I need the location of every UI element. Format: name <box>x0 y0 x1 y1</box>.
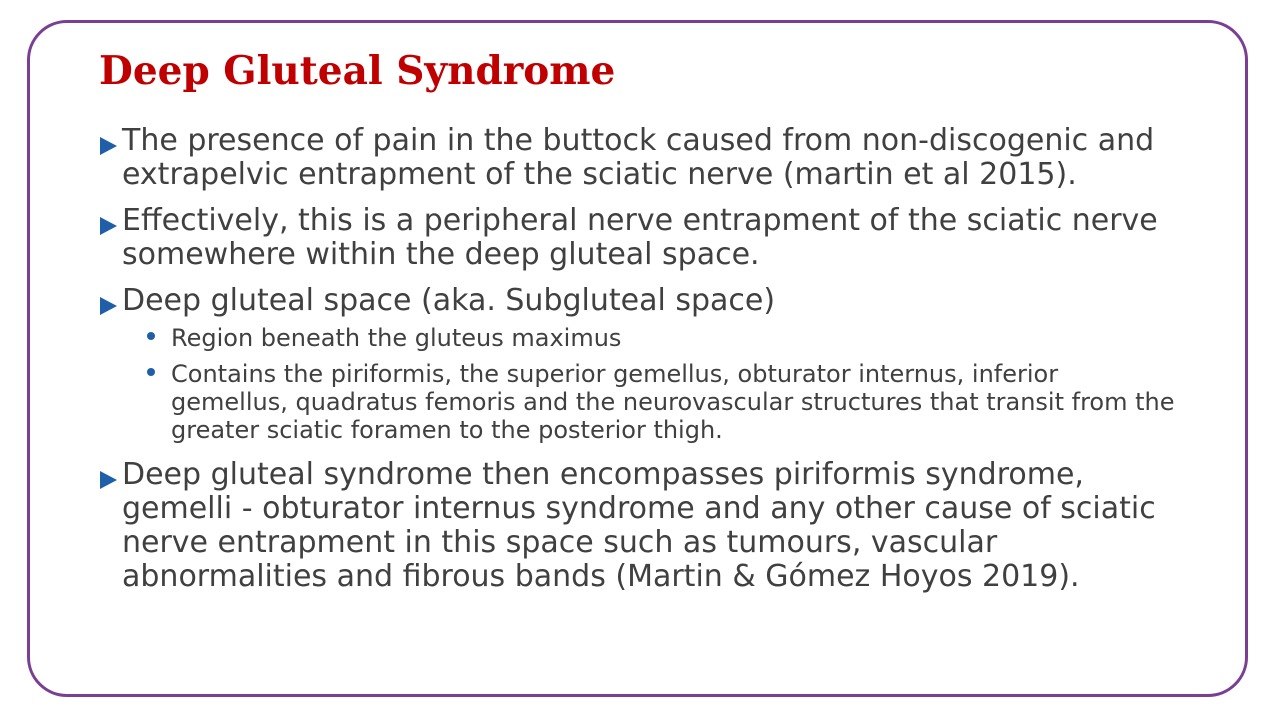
slide-content <box>100 124 1180 606</box>
bullet-text: Effectively, this is a peripheral nerve entrapment of the sciatic nerve somewhere within the deep gluteal space. <box>122 203 1158 272</box>
bullet-text: The presence of pain in the buttock caused from non-discogenic and extrapelvic entrapment of the sciatic nerve (martin et al 2015). <box>122 123 1155 192</box>
bullet-text: Deep gluteal space (aka. Subgluteal space) <box>122 283 776 318</box>
triangle-right-icon <box>100 217 117 235</box>
triangle-right-icon <box>100 471 117 489</box>
slide-title: Deep Gluteal Syndrome <box>99 48 616 94</box>
sub-bullet-list <box>100 324 1180 444</box>
sub-bullet-text: Contains the piriformis, the superior gemellus, obturator internus, inferior gemellus, quadratus femoris and the neurovascular structures that transit from the greater sciatic foramen to the posterior thigh. <box>171 360 1175 444</box>
dot-icon <box>147 332 155 340</box>
bullet-item <box>100 458 1180 594</box>
bullet-item <box>100 124 1180 192</box>
sub-bullet-text: Region beneath the gluteus maximus <box>171 324 622 352</box>
bullet-item <box>100 284 1180 318</box>
bullet-item <box>100 204 1180 272</box>
triangle-right-icon <box>100 297 117 315</box>
triangle-right-icon <box>100 137 117 155</box>
sub-bullet-item <box>100 324 1180 352</box>
bullet-text: Deep gluteal syndrome then encompasses piriformis syndrome, gemelli - obturator internus syndrome and any other cause of sciatic nerve entrapment in this space such as tumours, vascular abnormalities and fibrous bands (Martin & Gómez Hoyos 2019). <box>122 457 1156 594</box>
dot-icon <box>147 368 155 376</box>
sub-bullet-item <box>100 360 1180 444</box>
